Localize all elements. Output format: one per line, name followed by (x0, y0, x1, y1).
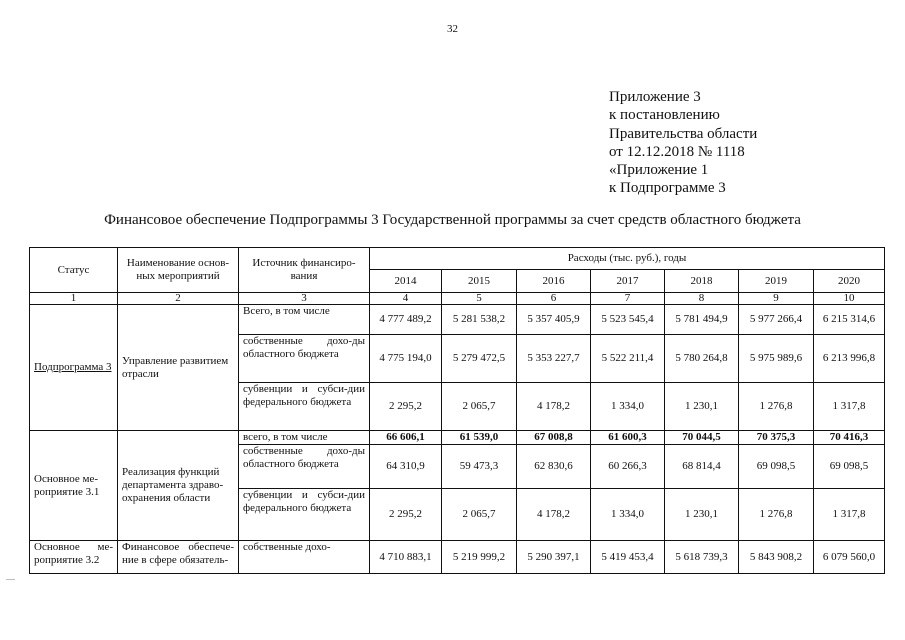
value-cell: 4 777 489,2 (370, 305, 442, 335)
value-cell: 60 266,3 (591, 445, 665, 489)
header-source: Источник финансиро-вания (239, 248, 370, 293)
edge-mark: — (6, 574, 15, 584)
value-cell: 4 178,2 (517, 489, 591, 541)
column-number: 1 (30, 293, 118, 305)
value-cell: 5 781 494,9 (665, 305, 739, 335)
value-cell: 66 606,1 (370, 431, 442, 445)
column-number: 2 (118, 293, 239, 305)
value-cell: 5 357 405,9 (517, 305, 591, 335)
value-cell: 62 830,6 (517, 445, 591, 489)
value-cell: 61 600,3 (591, 431, 665, 445)
value-cell: 5 353 227,7 (517, 335, 591, 383)
value-cell: 5 290 397,1 (517, 541, 591, 574)
header-year: 2015 (442, 270, 517, 293)
value-cell: 5 618 739,3 (665, 541, 739, 574)
group-name: Управление развитием отрасли (118, 305, 239, 431)
column-number: 5 (442, 293, 517, 305)
value-cell: 2 065,7 (442, 383, 517, 431)
value-cell: 5 522 211,4 (591, 335, 665, 383)
value-cell: 5 843 908,2 (739, 541, 814, 574)
value-cell: 70 416,3 (814, 431, 885, 445)
value-cell: 1 317,8 (814, 489, 885, 541)
source-cell: всего, в том числе (239, 431, 370, 445)
group-status: Основное ме-роприятие 3.2 (30, 541, 118, 574)
value-cell: 1 334,0 (591, 383, 665, 431)
value-cell: 5 977 266,4 (739, 305, 814, 335)
page-number: 32 (447, 23, 458, 35)
source-cell: Всего, в том числе (239, 305, 370, 335)
group-name: Финансовое обеспече-ние в сфере обязатель- (118, 541, 239, 574)
appendix-line: Приложение 3 (609, 89, 701, 105)
value-cell: 64 310,9 (370, 445, 442, 489)
source-cell: собственные дохо- (239, 541, 370, 574)
value-cell: 2 295,2 (370, 383, 442, 431)
header-year: 2018 (665, 270, 739, 293)
value-cell: 68 814,4 (665, 445, 739, 489)
value-cell: 1 334,0 (591, 489, 665, 541)
source-cell: собственные дохо-ды областного бюджета (239, 335, 370, 383)
header-year: 2019 (739, 270, 814, 293)
appendix-line: от 12.12.2018 № 1118 (609, 143, 745, 160)
value-cell: 69 098,5 (814, 445, 885, 489)
header-year: 2016 (517, 270, 591, 293)
column-number: 10 (814, 293, 885, 305)
value-cell: 5 281 538,2 (442, 305, 517, 335)
value-cell: 61 539,0 (442, 431, 517, 445)
source-cell: субвенции и субси-дии федерального бюджета (239, 383, 370, 431)
group-name: Реализация функций департамента здраво-охранения области (118, 431, 239, 541)
value-cell: 70 375,3 (739, 431, 814, 445)
value-cell: 1 230,1 (665, 489, 739, 541)
value-cell: 2 295,2 (370, 489, 442, 541)
value-cell: 5 975 989,6 (739, 335, 814, 383)
value-cell: 1 276,8 (739, 383, 814, 431)
header-year: 2014 (370, 270, 442, 293)
value-cell: 5 419 453,4 (591, 541, 665, 574)
header-name: Наименование основ-ных мероприятий (118, 248, 239, 293)
header-status: Статус (30, 248, 118, 293)
value-cell: 5 219 999,2 (442, 541, 517, 574)
value-cell: 2 065,7 (442, 489, 517, 541)
source-cell: субвенции и субси-дии федерального бюджета (239, 489, 370, 541)
value-cell: 6 213 996,8 (814, 335, 885, 383)
table-row (30, 305, 885, 335)
value-cell: 4 178,2 (517, 383, 591, 431)
appendix-line: к постановлению (609, 107, 720, 124)
table-row (30, 431, 885, 445)
table-row (30, 541, 885, 574)
column-number: 4 (370, 293, 442, 305)
value-cell: 4 710 883,1 (370, 541, 442, 574)
appendix-line: Правительства области (609, 125, 758, 142)
header-year: 2020 (814, 270, 885, 293)
column-number: 7 (591, 293, 665, 305)
value-cell: 67 008,8 (517, 431, 591, 445)
financing-table (29, 247, 885, 574)
column-number: 8 (665, 293, 739, 305)
column-number: 6 (517, 293, 591, 305)
header-year: 2017 (591, 270, 665, 293)
value-cell: 1 317,8 (814, 383, 885, 431)
value-cell: 6 215 314,6 (814, 305, 885, 335)
value-cell: 5 523 545,4 (591, 305, 665, 335)
column-number: 9 (739, 293, 814, 305)
value-cell: 69 098,5 (739, 445, 814, 489)
value-cell: 5 279 472,5 (442, 335, 517, 383)
column-number: 3 (239, 293, 370, 305)
value-cell: 1 230,1 (665, 383, 739, 431)
header-expenses: Расходы (тыс. руб.), годы (370, 248, 885, 270)
value-cell: 5 780 264,8 (665, 335, 739, 383)
value-cell: 59 473,3 (442, 445, 517, 489)
subprogram-link[interactable]: Подпрограмма 3 (34, 361, 112, 373)
value-cell: 6 079 560,0 (814, 541, 885, 574)
source-cell: собственные дохо-ды областного бюджета (239, 445, 370, 489)
appendix-line: «Приложение 1 (609, 162, 709, 179)
document-title: Финансовое обеспечение Подпрограммы 3 Государственной программы за счет средств областного бюджета (104, 212, 801, 228)
appendix-line: к Подпрограмме 3 (609, 180, 726, 197)
value-cell: 70 044,5 (665, 431, 739, 445)
value-cell: 4 775 194,0 (370, 335, 442, 383)
group-status (30, 305, 118, 431)
appendix-block (609, 88, 757, 198)
value-cell: 1 276,8 (739, 489, 814, 541)
group-status: Основное ме-роприятие 3.1 (30, 431, 118, 541)
